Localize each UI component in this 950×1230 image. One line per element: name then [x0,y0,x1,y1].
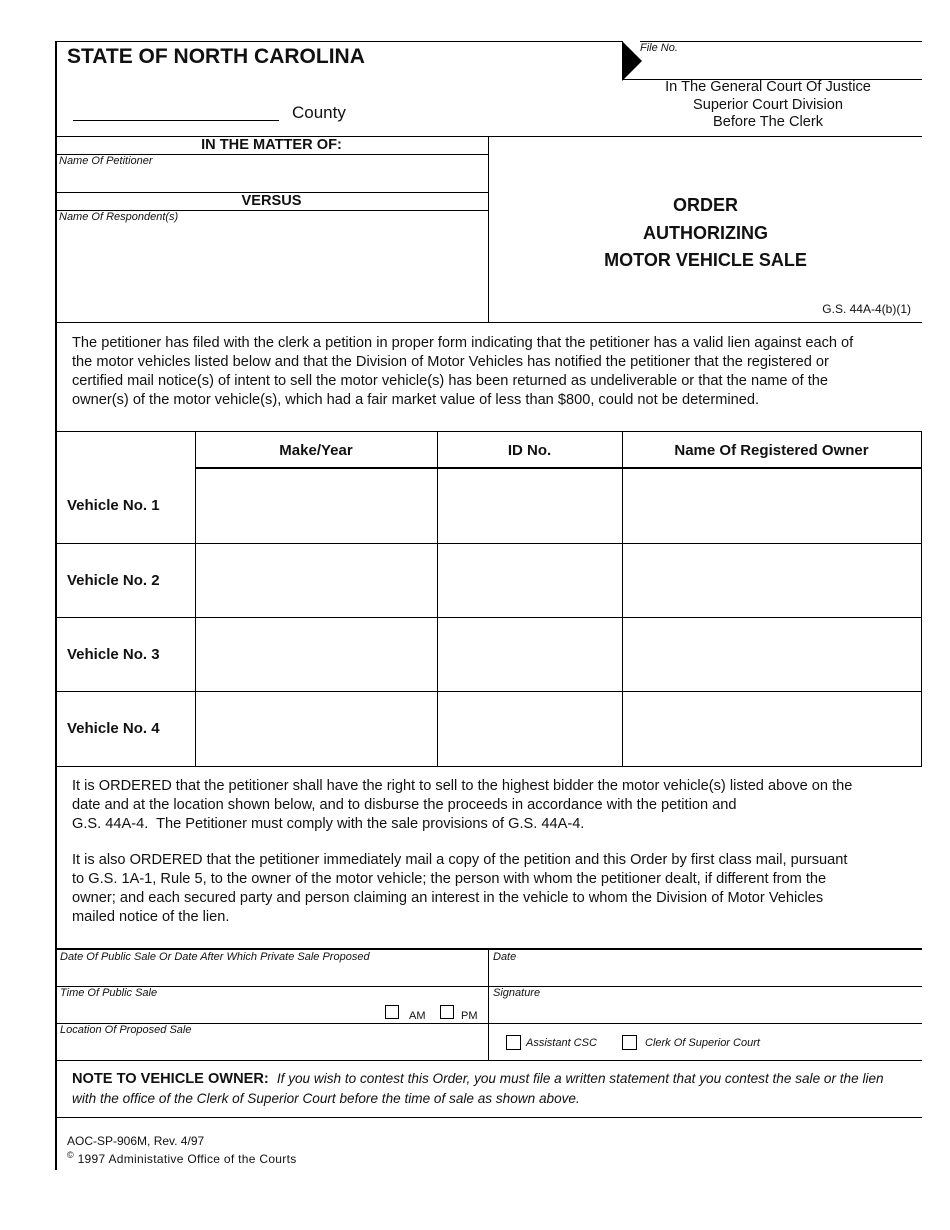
vehicle-row-label: Vehicle No. 1 [67,497,160,514]
make-year-cell[interactable] [196,618,436,690]
title-line-2: AUTHORIZING [643,222,768,243]
top-border [55,41,623,42]
copyright-line [67,1150,297,1166]
id-no-cell[interactable] [438,618,621,690]
time-label: Time Of Public Sale [60,987,158,999]
owner-cell[interactable] [623,544,920,616]
vehicle-table [55,431,922,767]
parties-bottom-line [55,322,922,323]
col-header-id-no: ID No. [507,442,552,459]
note-text-line-1: If you wish to contest this Order, you must file a written statement that you contest the sale or the lien [276,1071,884,1086]
intro-line-2: the motor vehicles listed below and that the Division of Motor Vehicles has notified the petitioner that the registered or [72,354,829,370]
vehicle-row-label: Vehicle No. 3 [67,646,160,663]
order-paragraph-1 [72,777,922,834]
court-line-2: Superior Court Division [692,96,844,113]
note-heading: NOTE TO VEHICLE OWNER: [72,1071,269,1087]
title-line-1: ORDER [672,195,738,215]
signature-label: Signature [493,987,541,999]
sale-date-label: Date Of Public Sale Or Date After Which Private Sale Proposed [60,951,370,963]
id-no-cell[interactable] [438,469,621,542]
county-label: County [292,103,346,122]
vehicle-row-label: Vehicle No. 2 [67,572,160,589]
owner-cell[interactable] [623,692,920,765]
intro-line-4: owner(s) of the motor vehicle(s), which had a fair market value of less than $800, could not be determined. [72,392,760,408]
time-field[interactable] [56,1000,376,1022]
col-header-make-year: Make/Year [279,442,353,459]
make-year-cell[interactable] [196,544,436,616]
respondent-label: Name Of Respondent(s) [59,211,179,223]
order-paragraph-2 [72,851,922,927]
date-label: Date [493,951,517,963]
order1-line-3: G.S. 44A-4. The Petitioner must comply with the sale provisions of G.S. 44A-4. [72,816,585,832]
intro-line-3: certified mail notice(s) of intent to sell the motor vehicle(s) has been returned as undeliverable or that the name of the [72,373,829,389]
matter-of-heading: IN THE MATTER OF: [201,137,342,153]
note-text-line-2: with the office of the Clerk of Superior Court before the time of sale as shown above. [72,1091,580,1106]
make-year-cell[interactable] [196,469,436,542]
am-checkbox[interactable] [385,1005,399,1019]
owner-cell[interactable] [623,469,920,542]
county-blank [73,120,279,121]
order1-line-2: date and at the location shown below, and to disburse the proceeds in accordance with the petition and [72,797,737,813]
file-no-top-line [640,41,922,42]
court-line-1: In The General Court Of Justice [665,79,871,95]
file-no-arrow-icon [622,41,642,81]
title-line-3: MOTOR VEHICLE SALE [604,250,807,270]
signature-field[interactable] [489,1000,922,1022]
copyright-text: 1997 Administative Office of the Courts [77,1152,297,1166]
am-label: AM [409,1010,426,1022]
owner-note [72,1069,922,1108]
intro-line-1: The petitioner has filed with the clerk a petition in proper form indicating that the petitioner has a valid lien against each of [72,335,854,351]
versus-heading: VERSUS [241,193,302,209]
id-no-cell[interactable] [438,544,621,616]
copyright-symbol: © [67,1150,74,1160]
order2-line-2: to G.S. 1A-1, Rule 5, to the owner of the motor vehicle; the person with whom the petitioner dealt, if different from the [72,871,827,887]
statute-reference: G.S. 44A-4(b)(1) [822,302,911,316]
vehicle-row-label: Vehicle No. 4 [67,720,160,737]
court-name [622,79,914,132]
clerk-label: Clerk Of Superior Court [645,1037,760,1049]
order2-line-1: It is also ORDERED that the petitioner immediately mail a copy of the petition and this Order by first class mail, pursuant [72,852,848,868]
date-field[interactable] [489,964,922,985]
location-label: Location Of Proposed Sale [60,1024,192,1036]
form-title [489,192,922,275]
order1-line-1: It is ORDERED that the petitioner shall have the right to sell to the highest bidder the motor vehicle(s) listed above on the [72,778,853,794]
file-no-label: File No. [640,42,678,54]
pm-checkbox[interactable] [440,1005,454,1019]
respondent-field[interactable] [56,226,488,320]
pm-label: PM [461,1010,478,1022]
owner-cell[interactable] [623,618,920,690]
form-number: AOC-SP-906M, Rev. 4/97 [67,1134,205,1148]
assistant-csc-label: Assistant CSC [526,1037,597,1049]
court-line-3: Before The Clerk [712,114,824,130]
id-no-cell[interactable] [438,692,621,765]
petitioner-field[interactable] [56,168,488,190]
col-header-owner: Name Of Registered Owner [674,442,869,459]
state-heading: STATE OF NORTH CAROLINA [67,45,365,68]
make-year-cell[interactable] [196,692,436,765]
petitioner-label: Name Of Petitioner [59,155,153,167]
assistant-csc-checkbox[interactable] [506,1035,521,1050]
order2-line-3: owner; and each secured party and person claiming an interest in the vehicle to whom the Division of Motor Vehicles [72,890,824,906]
sale-date-field[interactable] [56,964,488,985]
order2-line-4: mailed notice of the lien. [72,909,230,925]
clerk-checkbox[interactable] [622,1035,637,1050]
intro-paragraph [72,334,922,410]
location-field[interactable] [56,1037,488,1059]
note-bottom-line [55,1117,922,1118]
